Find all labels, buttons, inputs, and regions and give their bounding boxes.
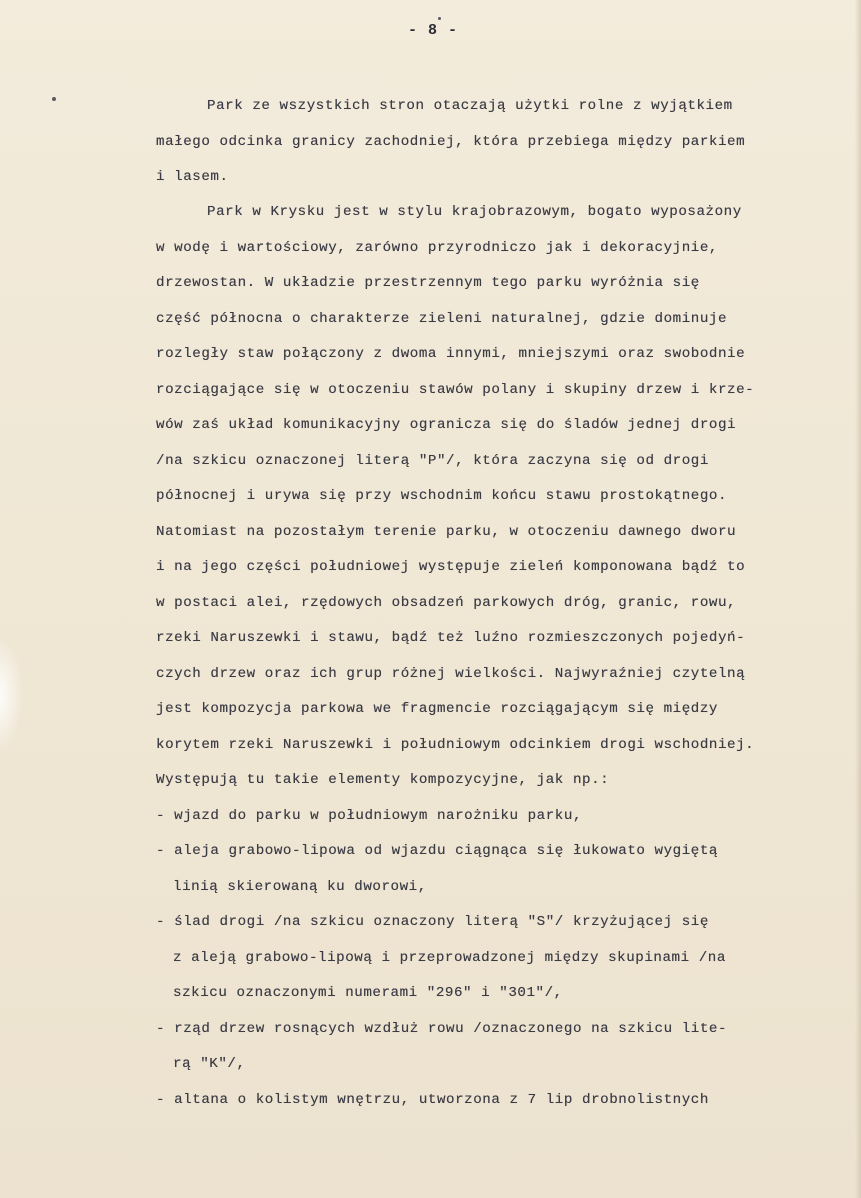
text-line: północnej i urywa się przy wschodnim końcu stawu prostokątnego. xyxy=(156,488,728,504)
text-line: Występują tu takie elementy kompozycyjne, jak np.: xyxy=(156,772,610,788)
text-line: Park ze wszystkich stron otaczają użytki rolne z wyjątkiem xyxy=(207,98,733,114)
text-line: w wodę i wartościowy, zarówno przyrodniczo jak i dekoracyjnie, xyxy=(156,240,718,256)
text-line: i lasem. xyxy=(156,169,229,185)
list-item-continuation: z aleją grabowo-lipową i przeprowadzonej między skupinami /na xyxy=(173,950,726,966)
list-item: - ślad drogi /na szkicu oznaczony literą "S"/ krzyżującej się xyxy=(156,914,709,930)
text-line: w postaci alei, rzędowych obsadzeń parkowych dróg, granic, rowu, xyxy=(156,595,737,611)
ink-speck xyxy=(438,17,441,20)
list-item: - wjazd do parku w południowym narożniku parku, xyxy=(156,808,583,824)
text-line: rzeki Naruszewki i stawu, bądź też luźno rozmieszczonych pojedyń- xyxy=(156,630,746,646)
text-line: część północna o charakterze zieleni naturalnej, gdzie dominuje xyxy=(156,311,728,327)
text-line: drzewostan. W układzie przestrzennym tego parku wyróżnia się xyxy=(156,275,700,291)
list-item: - rząd drzew rosnących wzdłuż rowu /oznaczonego na szkicu lite- xyxy=(156,1021,728,1037)
text-line: rozległy staw połączony z dwoma innymi, mniejszymi oraz swobodnie xyxy=(156,346,746,362)
text-line: rozciągające się w otoczeniu stawów polany i skupiny drzew i krze- xyxy=(156,382,755,398)
list-item: - aleja grabowo-lipowa od wjazdu ciągnąca się łukowato wygiętą xyxy=(156,843,718,859)
list-item-continuation: rą "K"/, xyxy=(173,1056,246,1072)
text-line: /na szkicu oznaczonej literą "P"/, która zaczyna się od drogi xyxy=(156,453,709,469)
ink-speck xyxy=(52,97,56,101)
text-line: wów zaś układ komunikacyjny ogranicza się do śladów jednej drogi xyxy=(156,417,737,433)
list-item: - altana o kolistym wnętrzu, utworzona z 7 lip drobnolistnych xyxy=(156,1092,709,1108)
text-line: Park w Krysku jest w stylu krajobrazowym, bogato wyposażony xyxy=(207,204,742,220)
text-line: korytem rzeki Naruszewki i południowym odcinkiem drogi wschodniej. xyxy=(156,737,755,753)
list-item-continuation: szkicu oznaczonymi numerami "296" i "301"/, xyxy=(173,985,563,1001)
text-line: małego odcinka granicy zachodniej, która przebiega między parkiem xyxy=(156,134,746,150)
text-line: i na jego części południowej występuje zieleń komponowana bądź to xyxy=(156,559,746,575)
text-line: Natomiast na pozostałym terenie parku, w otoczeniu dawnego dworu xyxy=(156,524,737,540)
page-edge-shadow xyxy=(855,0,861,1198)
page-number: - 8 - xyxy=(408,22,459,39)
text-line: jest kompozycja parkowa we fragmencie rozciągającym się między xyxy=(156,701,718,717)
page-edge-wear xyxy=(0,640,22,750)
list-item-continuation: linią skierowaną ku dworowi, xyxy=(173,879,427,895)
text-line: czych drzew oraz ich grup różnej wielkości. Najwyraźniej czytelną xyxy=(156,666,746,682)
